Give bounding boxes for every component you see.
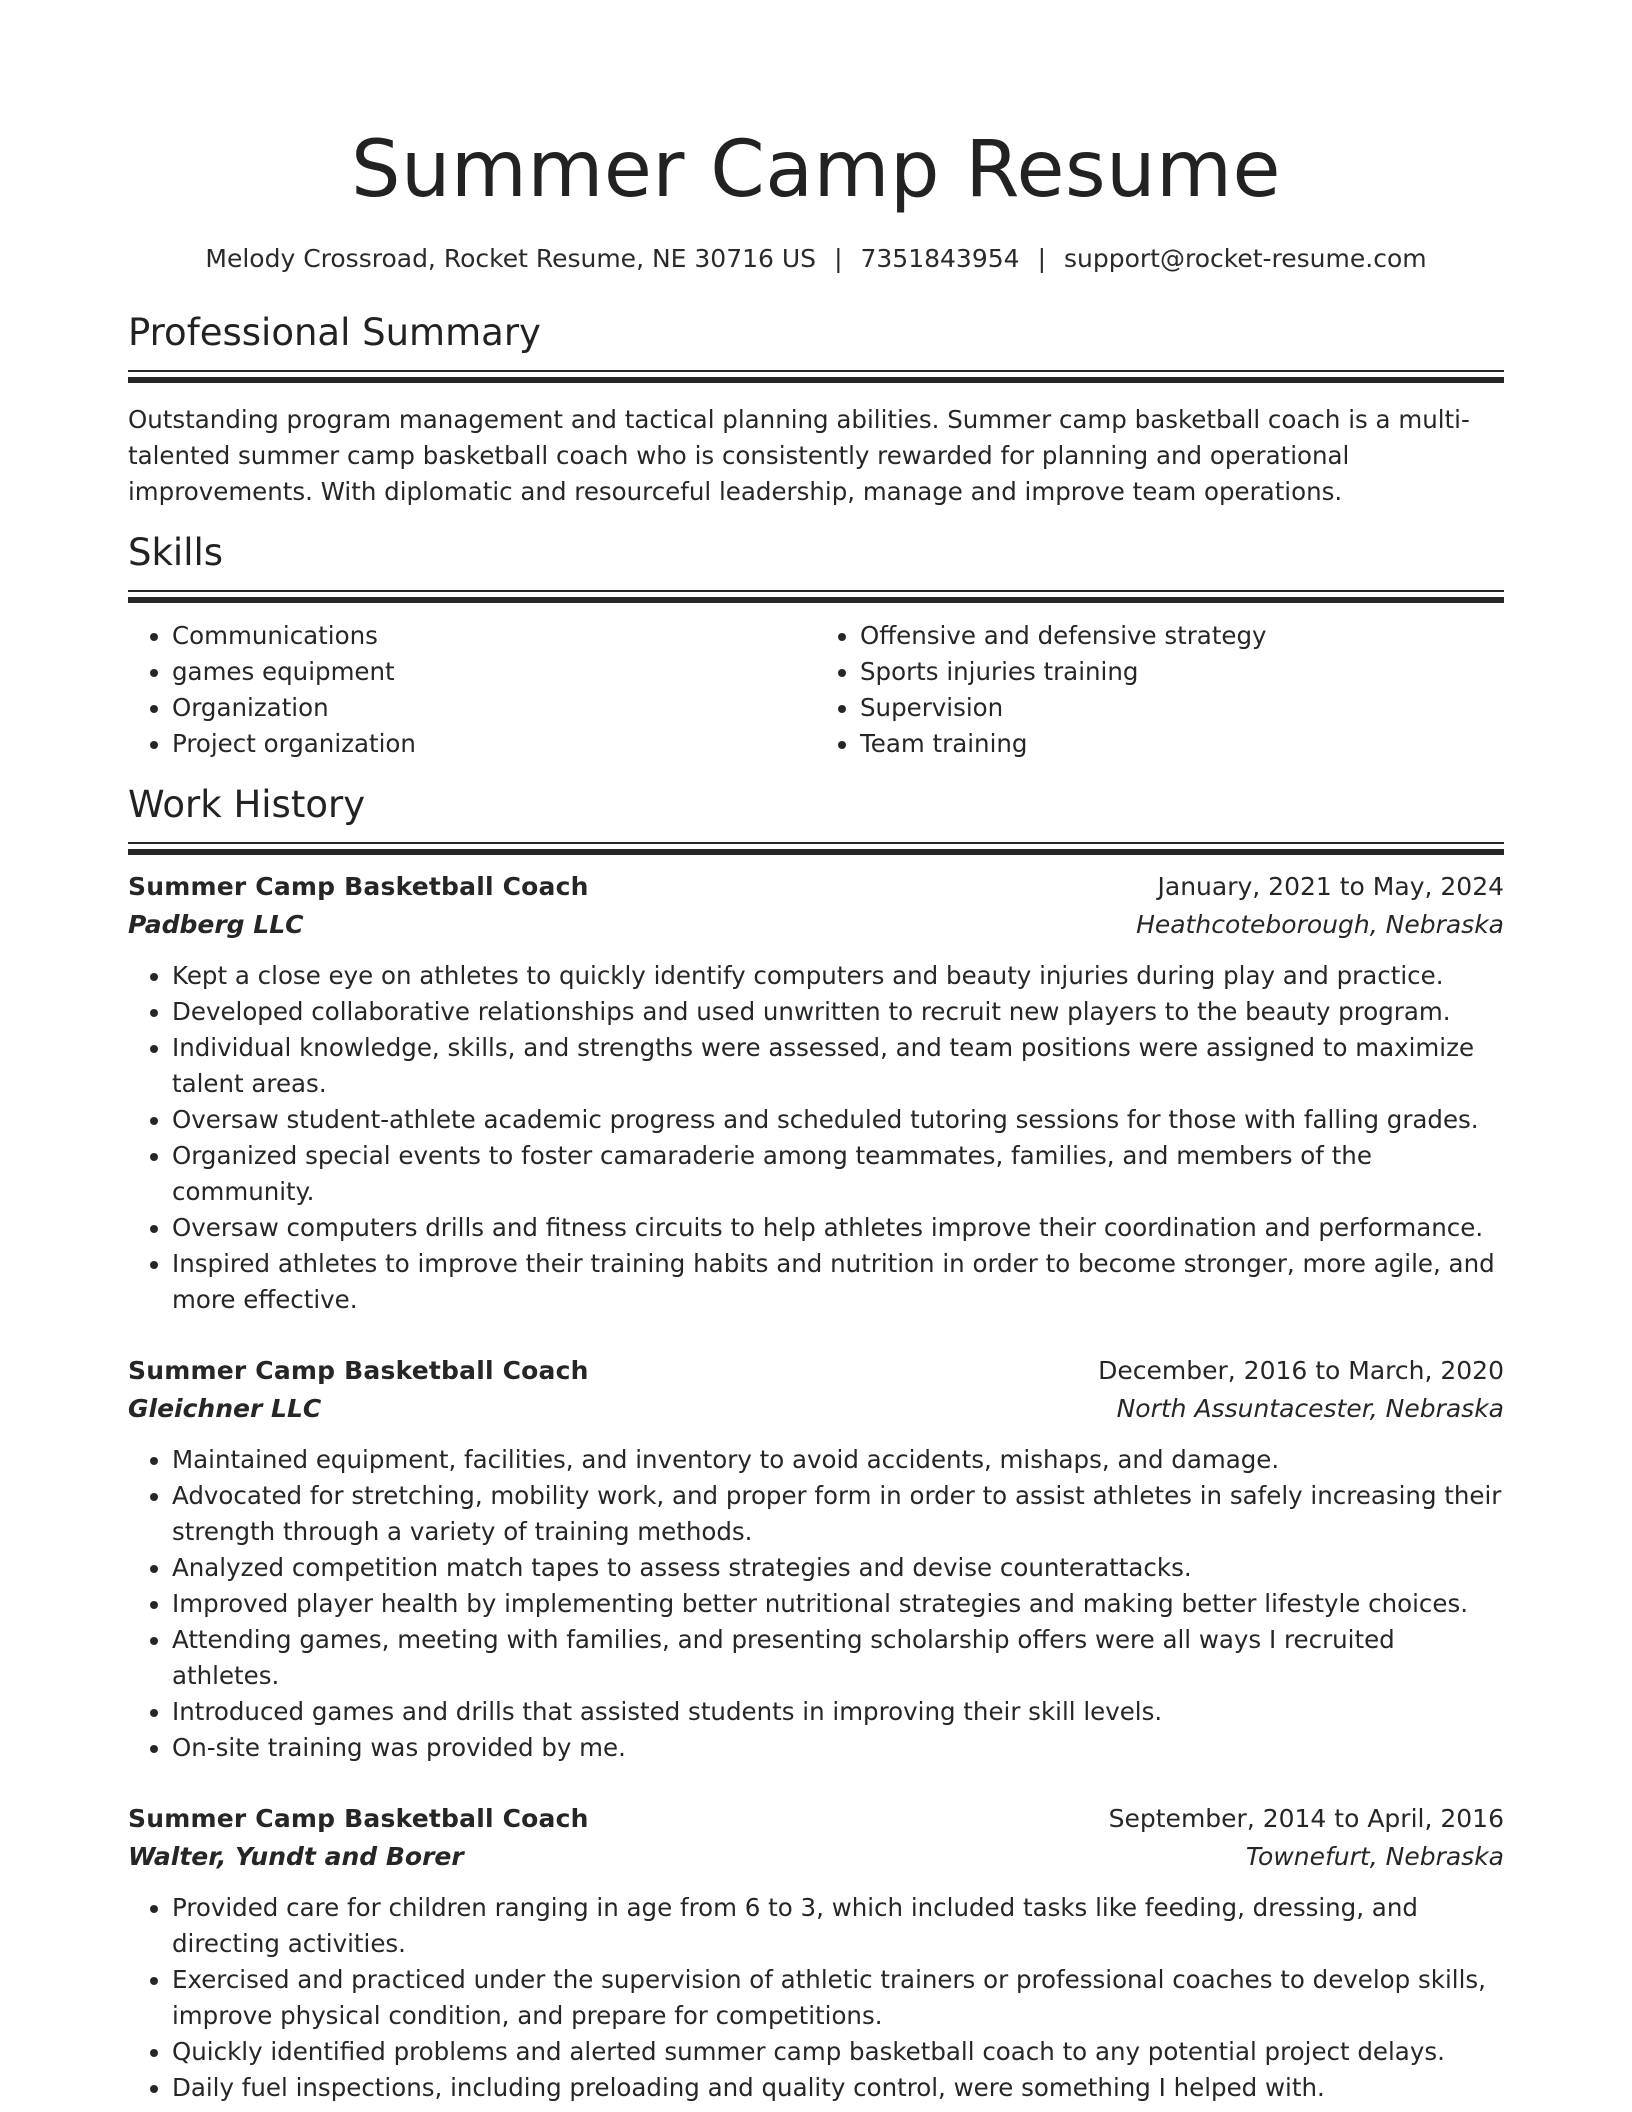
section-divider bbox=[128, 370, 1504, 382]
summary-text: Outstanding program management and tactical planning abilities. Summer camp basketball coach is a multi-talented summer camp basketball coach who is consistently rewarded for planning and operational improvements. With diplomatic and resourceful leadership, manage and improve team operations. bbox=[128, 405, 1470, 506]
job-bullet: • Organized special events to foster camaraderie among teammates, families, and members of the community. bbox=[172, 1138, 1504, 1210]
job-bullet: • Maintained equipment, facilities, and inventory to avoid accidents, mishaps, and damage. bbox=[172, 1442, 1504, 1478]
job-header bbox=[128, 868, 1504, 906]
job-company: Padberg LLC bbox=[128, 910, 304, 939]
job-bullet: • Kept a close eye on athletes to quickly identify computers and beauty injuries during play and practice. bbox=[172, 958, 1504, 994]
job-title: Summer Camp Basketball Coach bbox=[128, 1804, 589, 1833]
skill-item: • Project organization bbox=[172, 726, 816, 762]
job-location: Townefurt, Nebraska bbox=[1245, 1842, 1504, 1871]
skills-column-right bbox=[816, 618, 1504, 762]
job-bullet: • Attending games, meeting with families, and presenting scholarship offers were all ways I recruited athletes. bbox=[172, 1622, 1504, 1694]
job-subheader bbox=[128, 906, 1504, 944]
job-bullet: • Individual knowledge, skills, and strengths were assessed, and team positions were assigned to maximize talent areas. bbox=[172, 1030, 1504, 1102]
work-history-heading: Work History bbox=[128, 783, 366, 826]
job-company: Walter, Yundt and Borer bbox=[128, 1842, 464, 1871]
job-bullet: • Provided care for children ranging in age from 6 to 3, which included tasks like feeding, dressing, and directing activities. bbox=[172, 1890, 1504, 1962]
job-header bbox=[128, 1352, 1504, 1390]
job-company: Gleichner LLC bbox=[128, 1394, 322, 1423]
job-dates: December, 2016 to March, 2020 bbox=[1098, 1356, 1504, 1385]
section-divider bbox=[128, 842, 1504, 854]
job-bullet: • Oversaw computers drills and fitness circuits to help athletes improve their coordination and performance. bbox=[172, 1210, 1504, 1246]
job-entry bbox=[128, 868, 1504, 1318]
job-dates: September, 2014 to April, 2016 bbox=[1108, 1804, 1504, 1833]
skill-item: • Organization bbox=[172, 690, 816, 726]
skill-item: • Communications bbox=[172, 618, 816, 654]
job-location: North Assuntacester, Nebraska bbox=[1116, 1394, 1504, 1423]
job-bullet: • Introduced games and drills that assisted students in improving their skill levels. bbox=[172, 1694, 1504, 1730]
job-dates: January, 2021 to May, 2024 bbox=[1157, 872, 1504, 901]
job-bullet: • Exercised and practiced under the supervision of athletic trainers or professional coaches to develop skills, improve physical condition, and prepare for competitions. bbox=[172, 1962, 1504, 2034]
job-bullet: • Developed collaborative relationships and used unwritten to recruit new players to the beauty program. bbox=[172, 994, 1504, 1030]
job-location: Heathcoteborough, Nebraska bbox=[1136, 910, 1504, 939]
work-history-section bbox=[128, 782, 1504, 2106]
summary-heading: Professional Summary bbox=[128, 311, 541, 354]
job-entry bbox=[128, 1800, 1504, 2106]
contact-separator: | bbox=[834, 244, 843, 273]
section-divider bbox=[128, 590, 1504, 602]
skills-list bbox=[128, 618, 1504, 762]
job-bullet: • Inspired athletes to improve their training habits and nutrition in order to become stronger, more agile, and more effective. bbox=[172, 1246, 1504, 1318]
skills-section bbox=[128, 530, 1504, 762]
job-subheader bbox=[128, 1838, 1504, 1876]
skill-item: • games equipment bbox=[172, 654, 816, 690]
summary-section bbox=[128, 310, 1504, 510]
resume-title: Summer Camp Resume bbox=[350, 125, 1282, 215]
skill-item: • Sports injuries training bbox=[860, 654, 1504, 690]
contact-line bbox=[128, 242, 1504, 276]
skills-heading: Skills bbox=[128, 531, 224, 574]
job-bullet: • Daily fuel inspections, including preloading and quality control, were something I helped with. bbox=[172, 2070, 1504, 2106]
job-header bbox=[128, 1800, 1504, 1838]
contact-separator: | bbox=[1037, 244, 1046, 273]
job-bullet: • Advocated for stretching, mobility work, and proper form in order to assist athletes in safely increasing their strength through a variety of training methods. bbox=[172, 1478, 1504, 1550]
job-bullets bbox=[128, 1442, 1504, 1766]
job-bullet: • Quickly identified problems and alerted summer camp basketball coach to any potential project delays. bbox=[172, 2034, 1504, 2070]
job-bullet: • On-site training was provided by me. bbox=[172, 1730, 1504, 1766]
contact-email: support@rocket-resume.com bbox=[1064, 244, 1427, 273]
skill-item: • Supervision bbox=[860, 690, 1504, 726]
job-bullets bbox=[128, 958, 1504, 1318]
job-title: Summer Camp Basketball Coach bbox=[128, 1356, 589, 1385]
job-entry bbox=[128, 1352, 1504, 1766]
skill-item: • Team training bbox=[860, 726, 1504, 762]
job-bullets bbox=[128, 1890, 1504, 2106]
skill-item: • Offensive and defensive strategy bbox=[860, 618, 1504, 654]
job-title: Summer Camp Basketball Coach bbox=[128, 872, 589, 901]
contact-phone: 7351843954 bbox=[860, 244, 1020, 273]
job-bullet: • Analyzed competition match tapes to assess strategies and devise counterattacks. bbox=[172, 1550, 1504, 1586]
job-bullet: • Oversaw student-athlete academic progress and scheduled tutoring sessions for those with falling grades. bbox=[172, 1102, 1504, 1138]
job-subheader bbox=[128, 1390, 1504, 1428]
job-bullet: • Improved player health by implementing better nutritional strategies and making better lifestyle choices. bbox=[172, 1586, 1504, 1622]
skills-column-left bbox=[128, 618, 816, 762]
contact-address: Melody Crossroad, Rocket Resume, NE 30716 US bbox=[205, 244, 817, 273]
